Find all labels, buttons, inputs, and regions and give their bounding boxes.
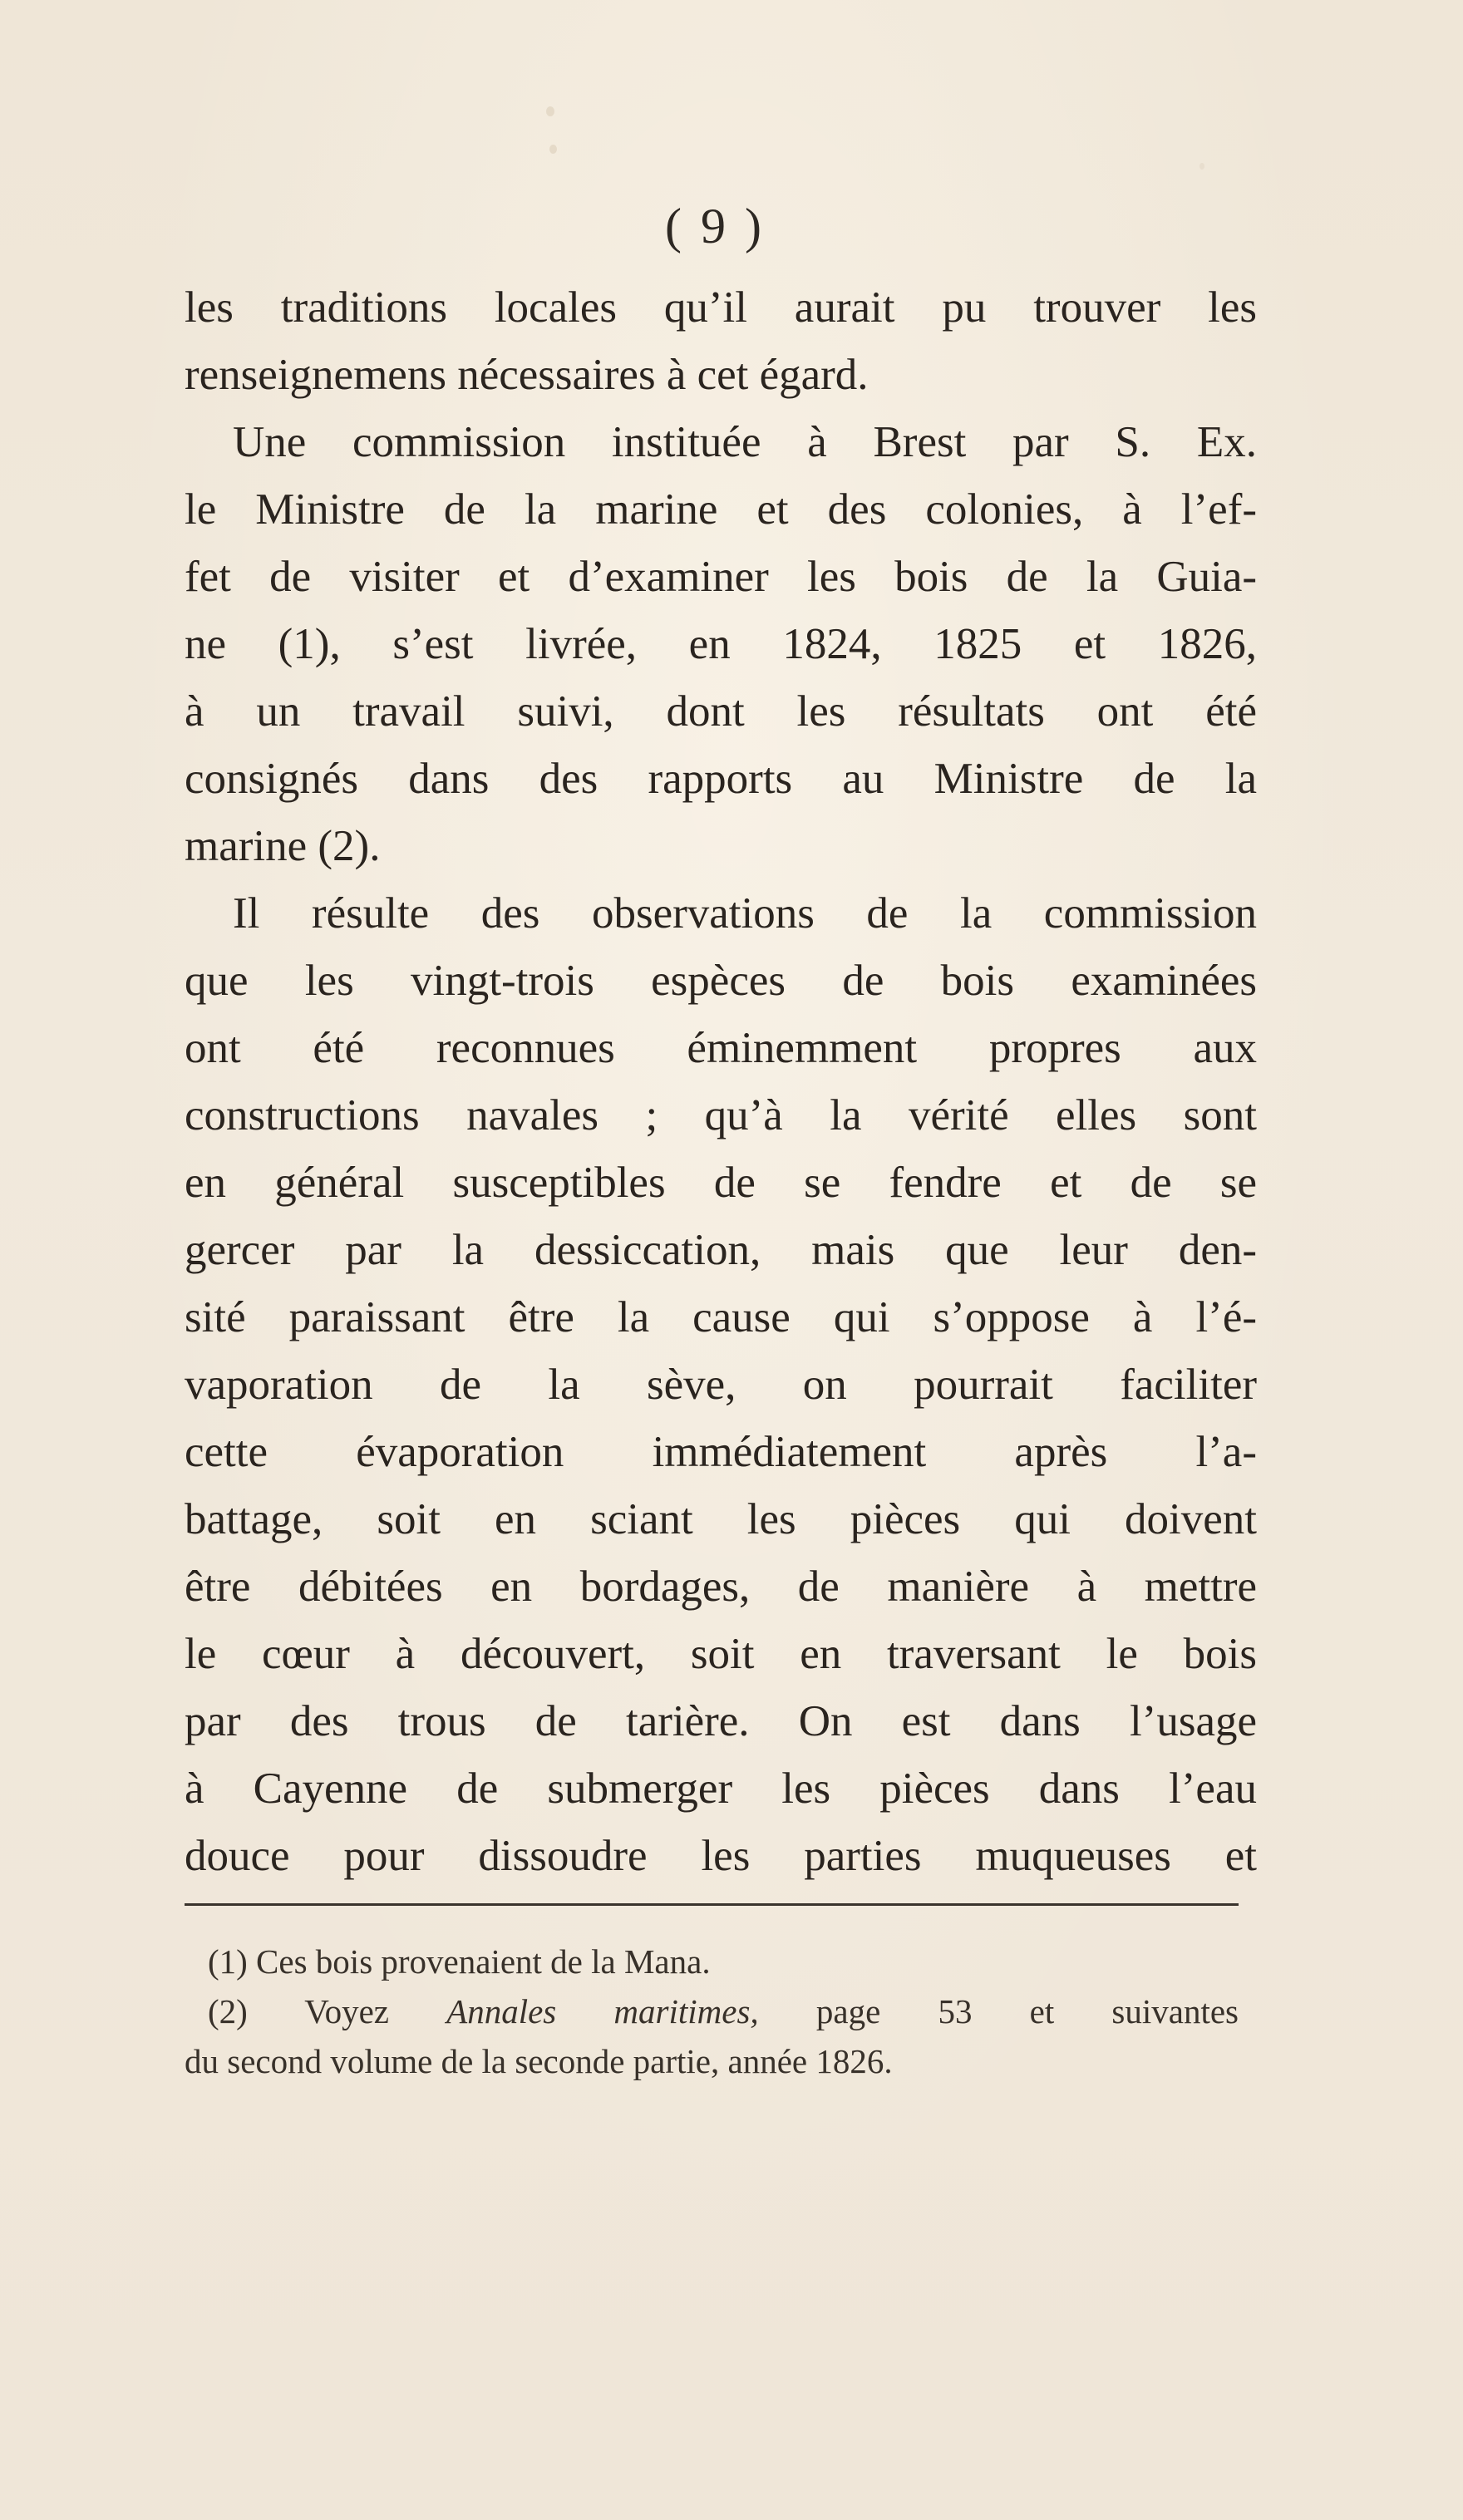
text-line: être débitées en bordages, de manière à mettre	[185, 1563, 1257, 1611]
text-line: battage, soit en sciant les pièces qui doivent	[185, 1495, 1257, 1543]
text-line: le Ministre de la marine et des colonies, à l’ef-	[185, 485, 1257, 534]
footnote-2-suffix: page 53 et suivantes	[758, 1992, 1239, 2030]
footnote-2-title: Annales maritimes,	[446, 1992, 759, 2030]
footnote-2-prefix: (2) Voyez	[208, 1992, 447, 2030]
paper-speck	[1199, 163, 1204, 170]
paper-speck	[549, 145, 557, 154]
footnote-rule	[185, 1903, 1239, 1906]
text-line: ne (1), s’est livrée, en 1824, 1825 et 1826,	[185, 620, 1257, 668]
text-line: les traditions locales qu’il aurait pu trouver les	[185, 283, 1257, 332]
text-line: constructions navales ; qu’à la vérité elles sont	[185, 1091, 1257, 1139]
text-line: vaporation de la sève, on pourrait faciliter	[185, 1361, 1257, 1409]
text-line: ont été reconnues éminemment propres aux	[185, 1024, 1257, 1072]
text-line: que les vingt-trois espèces de bois examinées	[185, 957, 1257, 1005]
text-line: marine (2).	[185, 822, 381, 870]
text-line: en général susceptibles de se fendre et de se	[185, 1159, 1257, 1207]
text-line: fet de visiter et d’examiner les bois de la Guia-	[185, 553, 1257, 601]
text-line: gercer par la dessiccation, mais que leur den-	[185, 1226, 1257, 1274]
main-text	[185, 274, 1257, 1890]
text-line: à un travail suivi, dont les résultats ont été	[185, 687, 1257, 736]
text-line: consignés dans des rapports au Ministre de la	[185, 755, 1257, 803]
footnote-2	[185, 1986, 1239, 2036]
footnote-1: (1) Ces bois provenaient de la Mana.	[208, 1942, 711, 1981]
text-line: par des trous de tarière. On est dans l’usage	[185, 1697, 1257, 1745]
text-line: renseignemens nécessaires à cet égard.	[185, 351, 869, 399]
footnotes	[185, 1937, 1239, 2086]
text-line: douce pour dissoudre les parties muqueuses et	[185, 1832, 1257, 1880]
text-line: sité paraissant être la cause qui s’oppose à l’é-	[185, 1293, 1257, 1341]
text-line: à Cayenne de submerger les pièces dans l’eau	[185, 1764, 1257, 1813]
footnote-2-continuation: du second volume de la seconde partie, année 1826.	[185, 2042, 893, 2080]
paper-speck	[546, 106, 554, 116]
text-line: cette évaporation immédiatement après l’a-	[185, 1428, 1257, 1476]
text-line: Il résulte des observations de la commission	[233, 889, 1257, 938]
page-number: ( 9 )	[665, 199, 765, 253]
text-line: le cœur à découvert, soit en traversant le bois	[185, 1630, 1257, 1678]
text-line: Une commission instituée à Brest par S. Ex.	[233, 418, 1257, 466]
